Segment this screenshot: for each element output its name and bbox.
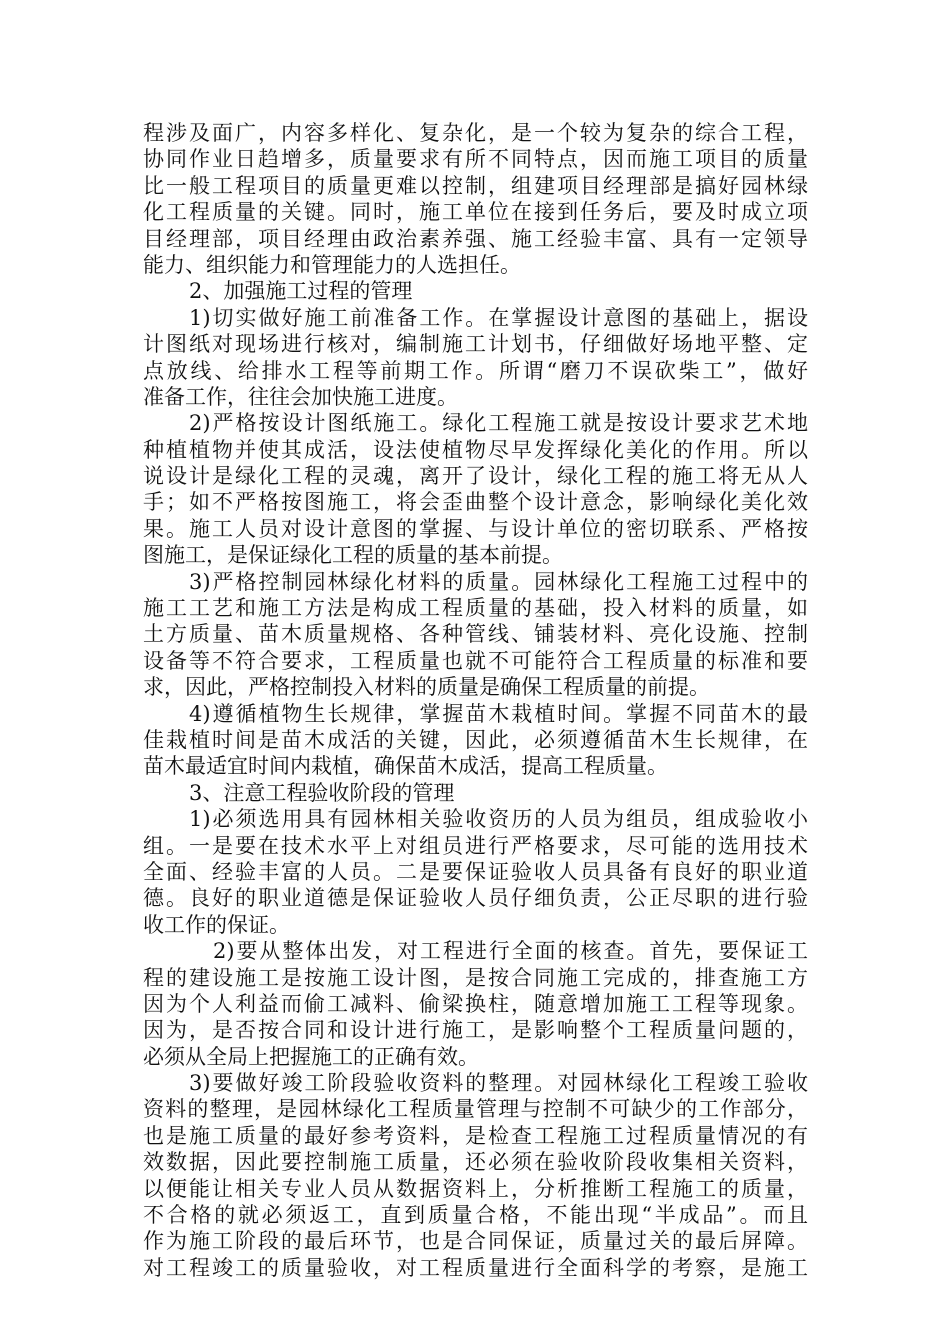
text-line: 4)遵循植物生长规律，掌握苗木栽植时间。掌握不同苗木的最 <box>189 701 808 726</box>
text-line: 施工工艺和施工方法是构成工程质量的基础，投入材料的质量，如 <box>143 596 808 621</box>
text-line: 3)严格控制园林绿化材料的质量。园林绿化工程施工过程中的 <box>189 569 808 594</box>
text-line: 苗木最适宜时间内栽植，确保苗木成活，提高工程质量。 <box>143 754 668 779</box>
text-line: 收工作的保证。 <box>143 912 290 937</box>
text-line: 能力、组织能力和管理能力的人选担任。 <box>143 252 521 277</box>
text-line: 1)切实做好施工前准备工作。在掌握设计意图的基础上，据设 <box>189 305 808 330</box>
text-line: 效数据，因此要控制施工质量，还必须在验收阶段收集相关资料， <box>143 1150 808 1175</box>
document-body <box>143 120 808 1281</box>
text-line: 果。施工人员对设计意图的掌握、与设计单位的密切联系、严格按 <box>143 516 808 541</box>
text-line: 计图纸对现场进行核对，编制施工计划书，仔细做好场地平整、定 <box>143 332 808 357</box>
text-line: 比一般工程项目的质量更难以控制，组建项目经理部是搞好园林绿 <box>143 173 808 198</box>
text-line: 程的建设施工是按施工设计图，是按合同施工完成的，排查施工方 <box>143 965 808 990</box>
text-line: 种植植物并使其成活，设法使植物尽早发挥绿化美化的作用。所以 <box>143 437 808 462</box>
text-line: 点放线、给排水工程等前期工作。所谓“磨刀不误砍柴工”，做好 <box>143 358 808 383</box>
text-line: 必须从全局上把握施工的正确有效。 <box>143 1044 479 1069</box>
text-line: 对工程竣工的质量验收，对工程质量进行全面科学的考察，是施工 <box>143 1255 808 1280</box>
text-line: 作为施工阶段的最后环节，也是合同保证，质量过关的最后屏障。 <box>143 1229 808 1254</box>
text-line: 程涉及面广，内容多样化、复杂化，是一个较为复杂的综合工程， <box>143 121 808 145</box>
text-line: 2、加强施工过程的管理 <box>189 279 413 304</box>
text-line: 目经理部，项目经理由政治素养强、施工经验丰富、具有一定领导 <box>143 226 808 251</box>
text-line: 2)要从整体出发，对工程进行全面的核查。首先，要保证工 <box>213 939 808 964</box>
text-line: 土方质量、苗木质量规格、各种管线、铺装材料、亮化设施、控制 <box>143 622 808 647</box>
text-line: 全面、经验丰富的人员。二是要保证验收人员具备有良好的职业道 <box>143 859 808 884</box>
text-line: 2)严格按设计图纸施工。绿化工程施工就是按设计要求艺术地 <box>189 411 808 436</box>
text-line: 准备工作，往往会加快施工进度。 <box>143 384 458 409</box>
text-line: 组。一是要在技术水平上对组员进行严格要求，尽可能的选用技术 <box>143 833 808 858</box>
text-line: 因为，是否按合同和设计进行施工，是影响整个工程质量问题的， <box>143 1018 808 1043</box>
text-line: 德。良好的职业道德是保证验收人员仔细负责，公正尽职的进行验 <box>143 886 808 911</box>
text-line: 手；如不严格按图施工，将会歪曲整个设计意念，影响绿化美化效 <box>143 490 808 515</box>
text-line: 也是施工质量的最好参考资料，是检查工程施工过程质量情况的有 <box>143 1123 808 1148</box>
text-line: 佳栽植时间是苗木成活的关键，因此，必须遵循苗木生长规律，在 <box>143 727 808 752</box>
text-line: 以便能让相关专业人员从数据资料上，分析推断工程施工的质量， <box>143 1176 808 1201</box>
text-line: 1)必须选用具有园林相关验收资历的人员为组员，组成验收小 <box>189 807 808 832</box>
text-line: 化工程质量的关键。同时，施工单位在接到任务后，要及时成立项 <box>143 200 808 225</box>
text-line: 3、注意工程验收阶段的管理 <box>189 780 455 805</box>
text-line: 协同作业日趋增多，质量要求有所不同特点，因而施工项目的质量 <box>143 147 808 172</box>
text-line: 资料的整理，是园林绿化工程质量管理与控制不可缺少的工作部分， <box>143 1097 808 1122</box>
text-line: 求，因此，严格控制投入材料的质量是确保工程质量的前提。 <box>143 675 710 700</box>
text-line: 说设计是绿化工程的灵魂，离开了设计，绿化工程的施工将无从人 <box>143 464 808 489</box>
text-line: 图施工，是保证绿化工程的质量的基本前提。 <box>143 543 563 568</box>
text-line: 不合格的就必须返工，直到质量合格，不能出现“半成品”。而且 <box>143 1203 808 1228</box>
text-line: 因为个人利益而偷工减料、偷梁换柱，随意增加施工工程等现象。 <box>143 991 808 1016</box>
text-line: 设备等不符合要求，工程质量也就不可能符合工程质量的标准和要 <box>143 648 808 673</box>
text-line: 3)要做好竣工阶段验收资料的整理。对园林绿化工程竣工验收 <box>189 1071 808 1096</box>
